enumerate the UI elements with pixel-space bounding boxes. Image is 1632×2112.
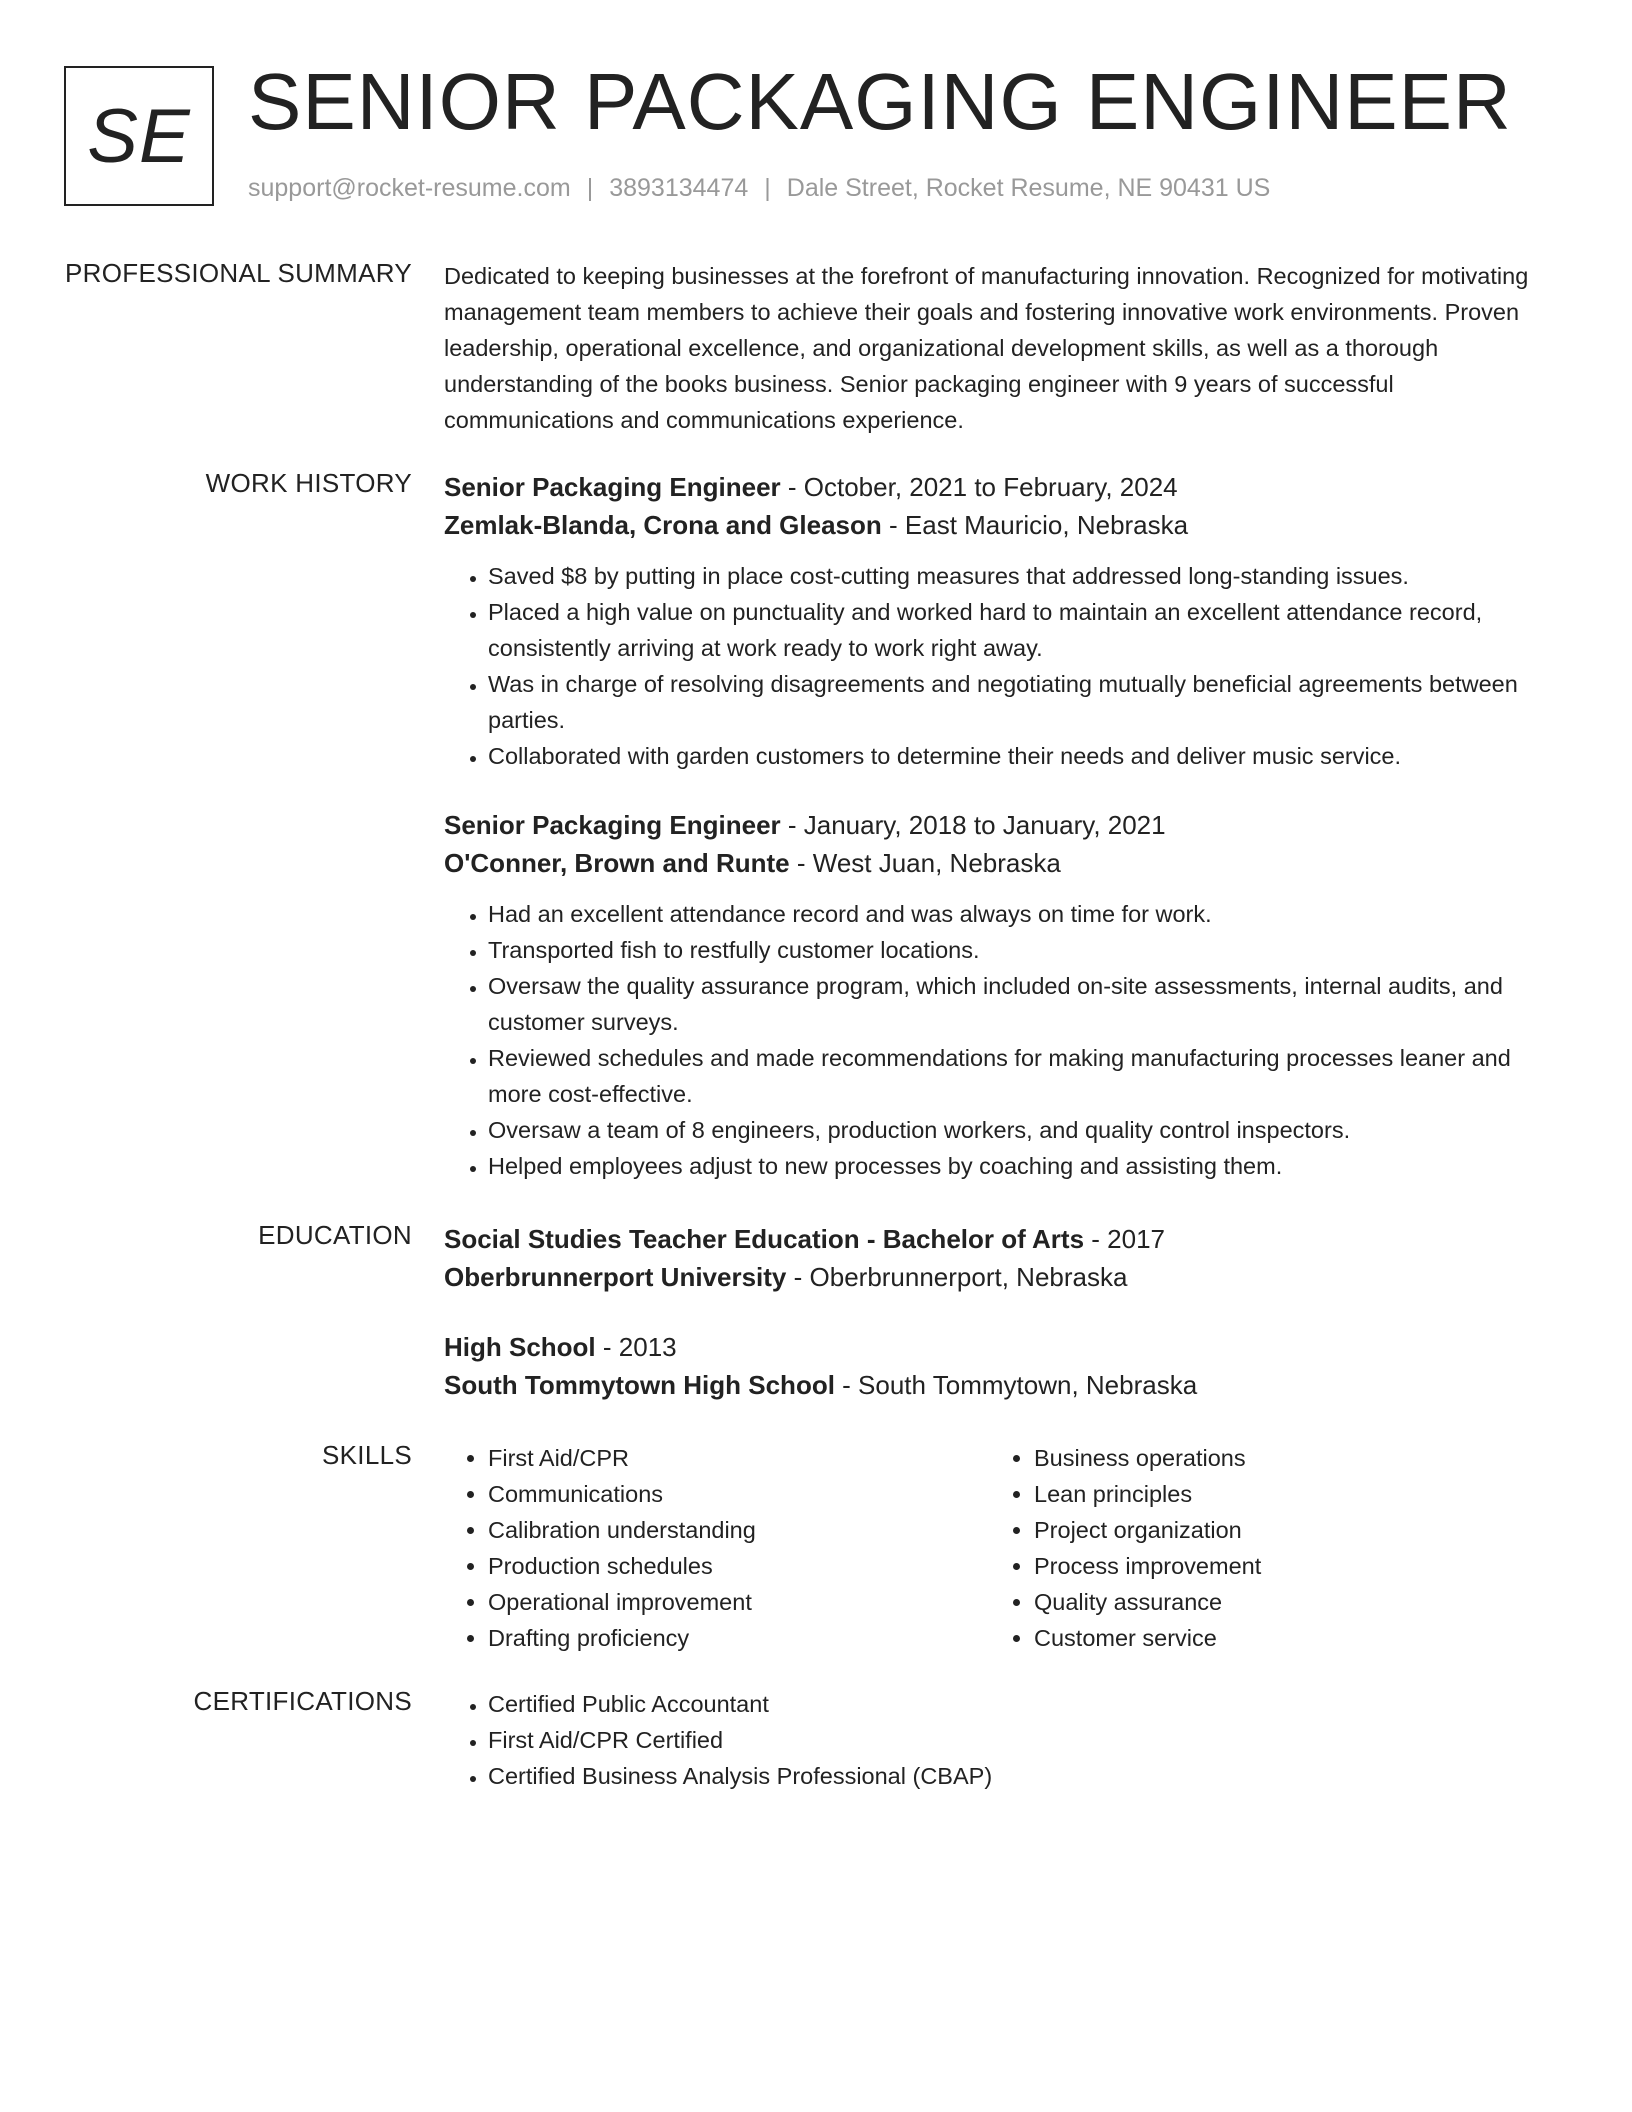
job-title: Senior Packaging Engineer [444,472,781,502]
contact-phone[interactable]: 3893134474 [609,174,749,202]
degree: Social Studies Teacher Education - Bachelor of Arts [444,1224,1085,1254]
school-line [444,1258,1564,1296]
job-title-line [444,806,1564,844]
degree-line [444,1220,1564,1258]
job-title-line [444,468,1564,506]
list-item: • Reviewed schedules and made recommendations for making manufacturing processes leaner and more cost-effective. [488,1040,1564,1112]
list-item: • Oversaw the quality assurance program, which included on-site assessments, internal audits, and customer surveys. [488,968,1564,1040]
school-location: - South Tommytown, Nebraska [834,1370,1198,1400]
job-dates: - January, 2018 to January, 2021 [780,810,1166,840]
list-item: • Certified Public Accountant [488,1686,1564,1722]
contact-line [248,174,1270,203]
skills-list-left [444,1440,990,1656]
job-title: Senior Packaging Engineer [444,810,781,840]
monogram-logo: SE [64,66,214,206]
summary-text: Dedicated to keeping businesses at the forefront of manufacturing innovation. Recognized for motivating management team members to achieve their goals and fostering innovative work environments. Proven leadership, operational excellence, and organizational development skills, as well as a thorough understanding of the books business. Senior packaging engineer with 9 years of successful communications and communications experience. [444,263,1529,433]
list-item: • Communications [488,1476,990,1512]
list-item: • Helped employees adjust to new processes by coaching and assisting them. [488,1148,1564,1184]
list-item: • Lean principles [1034,1476,1536,1512]
list-item: • Calibration understanding [488,1512,990,1548]
job-company: O'Conner, Brown and Runte [444,848,790,878]
job-company-line [444,506,1564,544]
contact-separator: | [764,174,771,202]
list-item: • Quality assurance [1034,1584,1536,1620]
job-company: Zemlak-Blanda, Crona and Gleason [444,510,882,540]
section-heading: SKILLS [322,1440,412,1470]
work-history-body [444,468,1564,1184]
degree: High School [444,1332,596,1362]
degree-year: - 2017 [1084,1224,1165,1254]
list-item: • Placed a high value on punctuality and worked hard to maintain an excellent attendance record, consistently arriving at work ready to work right away. [488,594,1564,666]
job-bullets [444,896,1564,1184]
education-entry [444,1220,1564,1296]
job-location: - East Mauricio, Nebraska [881,510,1189,540]
school-line [444,1366,1564,1404]
list-item: • Production schedules [488,1548,990,1584]
school-location: - Oberbrunnerport, Nebraska [786,1262,1128,1292]
section-heading: WORK HISTORY [205,468,412,498]
certifications-body [444,1686,1564,1794]
job-entry [444,806,1564,1184]
list-item: • Oversaw a team of 8 engineers, production workers, and quality control inspectors. [488,1112,1564,1148]
list-item: • Business operations [1034,1440,1536,1476]
list-item: • Process improvement [1034,1548,1536,1584]
list-item: • Customer service [1034,1620,1536,1656]
list-item: • Was in charge of resolving disagreements and negotiating mutually beneficial agreements between parties. [488,666,1564,738]
section-heading: PROFESSIONAL SUMMARY [65,258,412,288]
skills-body [444,1440,1564,1656]
job-location: - West Juan, Nebraska [789,848,1061,878]
certifications-list [444,1686,1564,1794]
job-company-line [444,844,1564,882]
list-item: • Project organization [1034,1512,1536,1548]
contact-address: Dale Street, Rocket Resume, NE 90431 US [786,174,1271,202]
list-item: • Drafting proficiency [488,1620,990,1656]
list-item: • Had an excellent attendance record and was always on time for work. [488,896,1564,932]
school: Oberbrunnerport University [444,1262,787,1292]
job-dates: - October, 2021 to February, 2024 [780,472,1178,502]
list-item: • Saved $8 by putting in place cost-cutting measures that addressed long-standing issues. [488,558,1564,594]
contact-email[interactable]: support@rocket-resume.com [248,174,571,202]
list-item: • First Aid/CPR [488,1440,990,1476]
list-item: • First Aid/CPR Certified [488,1722,1564,1758]
summary-body [444,258,1564,438]
list-item: • Certified Business Analysis Professional (CBAP) [488,1758,1564,1794]
list-item: • Collaborated with garden customers to determine their needs and deliver music service. [488,738,1564,774]
contact-separator: | [586,174,594,202]
school: South Tommytown High School [444,1370,835,1400]
page-title: SENIOR PACKAGING ENGINEER [248,57,1512,146]
degree-year: - 2013 [595,1332,677,1362]
skills-list-right [990,1440,1536,1656]
skills-columns [444,1440,1564,1656]
list-item: • Transported fish to restfully customer locations. [488,932,1564,968]
job-bullets [444,558,1564,774]
education-body [444,1220,1564,1404]
section-heading: EDUCATION [258,1220,412,1250]
degree-line [444,1328,1564,1366]
education-entry [444,1328,1564,1404]
job-entry [444,468,1564,774]
list-item: • Operational improvement [488,1584,990,1620]
section-heading: CERTIFICATIONS [193,1686,412,1716]
